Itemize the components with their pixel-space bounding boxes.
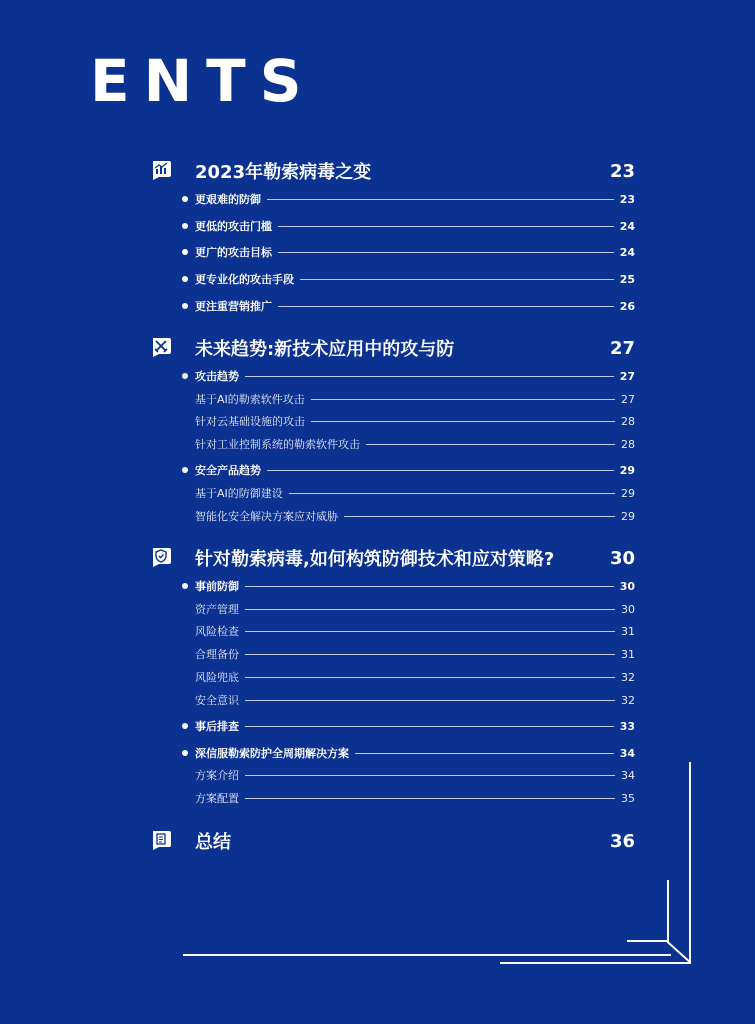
- toc-subsection-page-number: 25: [619, 272, 635, 286]
- bullet-dot: [182, 196, 188, 202]
- toc-item[interactable]: [195, 485, 635, 501]
- toc-subsection-page-number: 23: [619, 192, 635, 206]
- toc-subsection[interactable]: [195, 191, 635, 207]
- toc-subsection-label: 更广的攻击目标: [195, 246, 272, 259]
- leader-line: [267, 199, 614, 200]
- toc-item[interactable]: [195, 669, 635, 685]
- leader-line: [245, 376, 614, 377]
- toc-subsection-page-number: 30: [619, 579, 635, 593]
- section-heading-label: 未来趋势:新技术应用中的攻与防: [195, 339, 455, 360]
- toc-item-label: 方案介绍: [195, 769, 239, 782]
- toc-subsection-label: 深信服勒索防护全周期解决方案: [195, 747, 349, 760]
- leader-line: [300, 279, 614, 280]
- leader-line: [245, 677, 615, 678]
- corner-line-horizontal-short: [627, 940, 669, 942]
- leader-line: [289, 493, 615, 494]
- leader-line: [267, 470, 614, 471]
- corner-line-vertical-inner: [667, 880, 669, 942]
- toc-item-page-number: 32: [621, 670, 635, 684]
- toc-subsection-label: 更专业化的攻击手段: [195, 273, 294, 286]
- section-heading-label: 2023年勒索病毒之变: [195, 162, 372, 183]
- toc-item[interactable]: [195, 601, 635, 617]
- toc-item-label: 风险兜底: [195, 671, 239, 684]
- toc-subsection[interactable]: [195, 244, 635, 260]
- corner-line-vertical-right: [689, 762, 691, 962]
- toc-subsection-label: 安全产品趋势: [195, 464, 261, 477]
- leader-line: [278, 306, 614, 307]
- toc-item-page-number: 31: [621, 647, 635, 661]
- crossed-swords-icon: [150, 335, 174, 359]
- toc-subsection-label: 更艰难的防御: [195, 193, 261, 206]
- toc-item[interactable]: [195, 790, 635, 806]
- toc-subsection-page-number: 26: [619, 299, 635, 313]
- section-heading-page-number: 30: [609, 547, 635, 569]
- toc-item-page-number: 28: [621, 414, 635, 428]
- toc-subsection[interactable]: [195, 745, 635, 761]
- toc-subsection[interactable]: [195, 298, 635, 314]
- leader-line: [245, 631, 615, 632]
- toc-item-page-number: 29: [621, 509, 635, 523]
- section-heading[interactable]: [195, 545, 635, 571]
- toc-item[interactable]: [195, 646, 635, 662]
- page-title: ENTS: [90, 47, 316, 115]
- section-heading[interactable]: [195, 828, 635, 854]
- toc-item-page-number: 27: [621, 392, 635, 406]
- toc-subsection-page-number: 34: [619, 746, 635, 760]
- bullet-dot: [182, 303, 188, 309]
- toc-subsection-page-number: 27: [619, 369, 635, 383]
- toc-item[interactable]: [195, 436, 635, 452]
- toc-item-label: 方案配置: [195, 792, 239, 805]
- document-icon: [150, 828, 174, 852]
- toc-subsection-label: 更低的攻击门槛: [195, 220, 272, 233]
- toc-subsection[interactable]: [195, 462, 635, 478]
- toc-item-page-number: 35: [621, 791, 635, 805]
- leader-line: [311, 399, 615, 400]
- toc-item-label: 资产管理: [195, 603, 239, 616]
- toc-subsection[interactable]: [195, 578, 635, 594]
- leader-line: [344, 516, 615, 517]
- toc-subsection-label: 更注重营销推广: [195, 300, 272, 313]
- toc-subsection-label: 攻击趋势: [195, 370, 239, 383]
- shield-icon: [150, 545, 174, 569]
- chart-icon: [150, 158, 174, 182]
- toc-subsection[interactable]: [195, 218, 635, 234]
- corner-line-horizontal-bottom: [183, 954, 671, 956]
- toc-subsection[interactable]: [195, 718, 635, 734]
- leader-line: [245, 609, 615, 610]
- section-heading[interactable]: [195, 335, 635, 361]
- section-heading-label: 针对勒索病毒,如何构筑防御技术和应对策略?: [195, 549, 555, 570]
- toc-item[interactable]: [195, 623, 635, 639]
- toc-subsection[interactable]: [195, 368, 635, 384]
- corner-line-horizontal-lower: [500, 962, 691, 964]
- toc-item[interactable]: [195, 391, 635, 407]
- toc-subsection-page-number: 24: [619, 219, 635, 233]
- toc-item-page-number: 34: [621, 768, 635, 782]
- toc-subsection-page-number: 24: [619, 245, 635, 259]
- section-heading[interactable]: [195, 158, 635, 184]
- toc-item-label: 合理备份: [195, 648, 239, 661]
- leader-line: [245, 654, 615, 655]
- toc-item[interactable]: [195, 767, 635, 783]
- section-heading-page-number: 23: [609, 160, 635, 182]
- toc-item-page-number: 28: [621, 437, 635, 451]
- toc-subsection-page-number: 33: [619, 719, 635, 733]
- leader-line: [311, 421, 615, 422]
- bullet-dot: [182, 467, 188, 473]
- leader-line: [245, 700, 615, 701]
- toc-item-label: 针对云基础设施的攻击: [195, 415, 305, 428]
- leader-line: [278, 226, 614, 227]
- toc-item-label: 基于AI的防御建设: [195, 487, 283, 500]
- toc-item-label: 基于AI的勒索软件攻击: [195, 393, 305, 406]
- leader-line: [278, 252, 614, 253]
- toc-item-page-number: 30: [621, 602, 635, 616]
- bullet-dot: [182, 276, 188, 282]
- bullet-dot: [182, 750, 188, 756]
- toc-subsection[interactable]: [195, 271, 635, 287]
- toc-item[interactable]: [195, 413, 635, 429]
- toc-item[interactable]: [195, 508, 635, 524]
- toc-item-label: 针对工业控制系统的勒索软件攻击: [195, 438, 360, 451]
- section-heading-page-number: 36: [609, 830, 635, 852]
- toc-item-label: 风险检查: [195, 625, 239, 638]
- toc-item-page-number: 29: [621, 486, 635, 500]
- toc-subsection-label: 事后排查: [195, 720, 239, 733]
- bullet-dot: [182, 249, 188, 255]
- toc-subsection-page-number: 29: [619, 463, 635, 477]
- section-heading-page-number: 27: [609, 337, 635, 359]
- section-heading-label: 总结: [195, 832, 231, 853]
- bullet-dot: [182, 583, 188, 589]
- toc-item-page-number: 32: [621, 693, 635, 707]
- toc-item-label: 智能化安全解决方案应对威胁: [195, 510, 338, 523]
- leader-line: [245, 726, 614, 727]
- bullet-dot: [182, 723, 188, 729]
- bullet-dot: [182, 373, 188, 379]
- leader-line: [366, 444, 615, 445]
- toc-item-label: 安全意识: [195, 694, 239, 707]
- leader-line: [355, 753, 614, 754]
- toc-item-page-number: 31: [621, 624, 635, 638]
- toc-subsection-label: 事前防御: [195, 580, 239, 593]
- bullet-dot: [182, 223, 188, 229]
- leader-line: [245, 586, 614, 587]
- leader-line: [245, 798, 615, 799]
- toc-item[interactable]: [195, 692, 635, 708]
- leader-line: [245, 775, 615, 776]
